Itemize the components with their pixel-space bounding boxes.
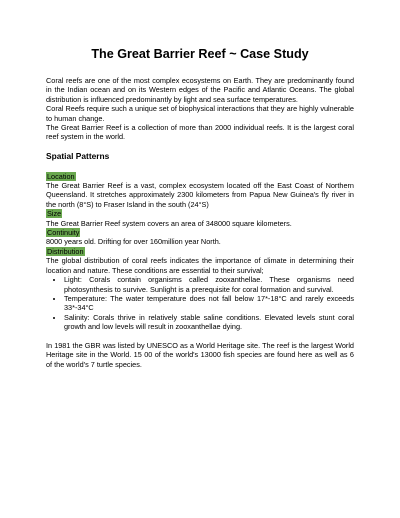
document-title: The Great Barrier Reef ~ Case Study [91, 47, 309, 61]
list-item-light: • Light: Corals contain organisms called zooxanthellae. These organisms need photosynthesis to survive. Sunlight is a prerequisite for coral formation and survival. [64, 275, 354, 294]
size-label: Size [47, 209, 62, 219]
location-text: The Great Barrier Reef is a vast, complex ecosystem located off the East Coast of Northern Queensland. It stretches approximately 2300 kilometers from Papua New Guinea's fly river in the north (8°S) to Fraser Island in the south (24°S) [46, 181, 354, 209]
document-body [46, 76, 354, 369]
list-item-salinity: • Salinity: Corals thrive in relatively stable saline conditions. Elevated levels stunt coral growth and low levels will result in zooxanthellae dying. [64, 313, 354, 332]
distribution-text: The global distribution of coral reefs indicates the importance of climate in determining their location and nature. These conditions are essential to their survival; [46, 256, 354, 275]
location-label: Location [47, 171, 75, 181]
continuity-label: Continuity [47, 228, 80, 238]
distribution-label: Distribution [47, 246, 84, 256]
intro-paragraph-2: Coral Reefs require such a unique set of biophysical interactions that they are highly vulnerable to human change. [46, 104, 354, 123]
section-heading: Spatial Patterns [46, 151, 110, 162]
continuity-text: 8000 years old. Drifting for over 160million year North. [46, 237, 221, 247]
intro-paragraph-1: Coral reefs are one of the most complex ecosystems on Earth. They are predominantly found in the Indian ocean and on its Western edges of the Pacific and Atlantic Oceans. The global distribution is influenced predominantly by light and sea surface temperatures. [46, 76, 354, 104]
size-text: The Great Barrier Reef system covers an area of 348000 square kilometers. [46, 218, 292, 228]
intro-paragraph-3: The Great Barrier Reef is a collection of more than 2000 individual reefs. It is the largest coral reef system in the world. [46, 123, 354, 142]
closing-paragraph: In 1981 the GBR was listed by UNESCO as a World Heritage site. The reef is the largest World Heritage site in the World. 15 00 of the world's 13000 fish species are found here as well as 6 of the world's 7 turtle species. [46, 340, 354, 369]
conditions-list [46, 275, 354, 331]
list-item-temperature: • Temperature: The water temperature does not fall below 17*-18°C and rarely exceeds 33*-34°C [64, 294, 354, 313]
